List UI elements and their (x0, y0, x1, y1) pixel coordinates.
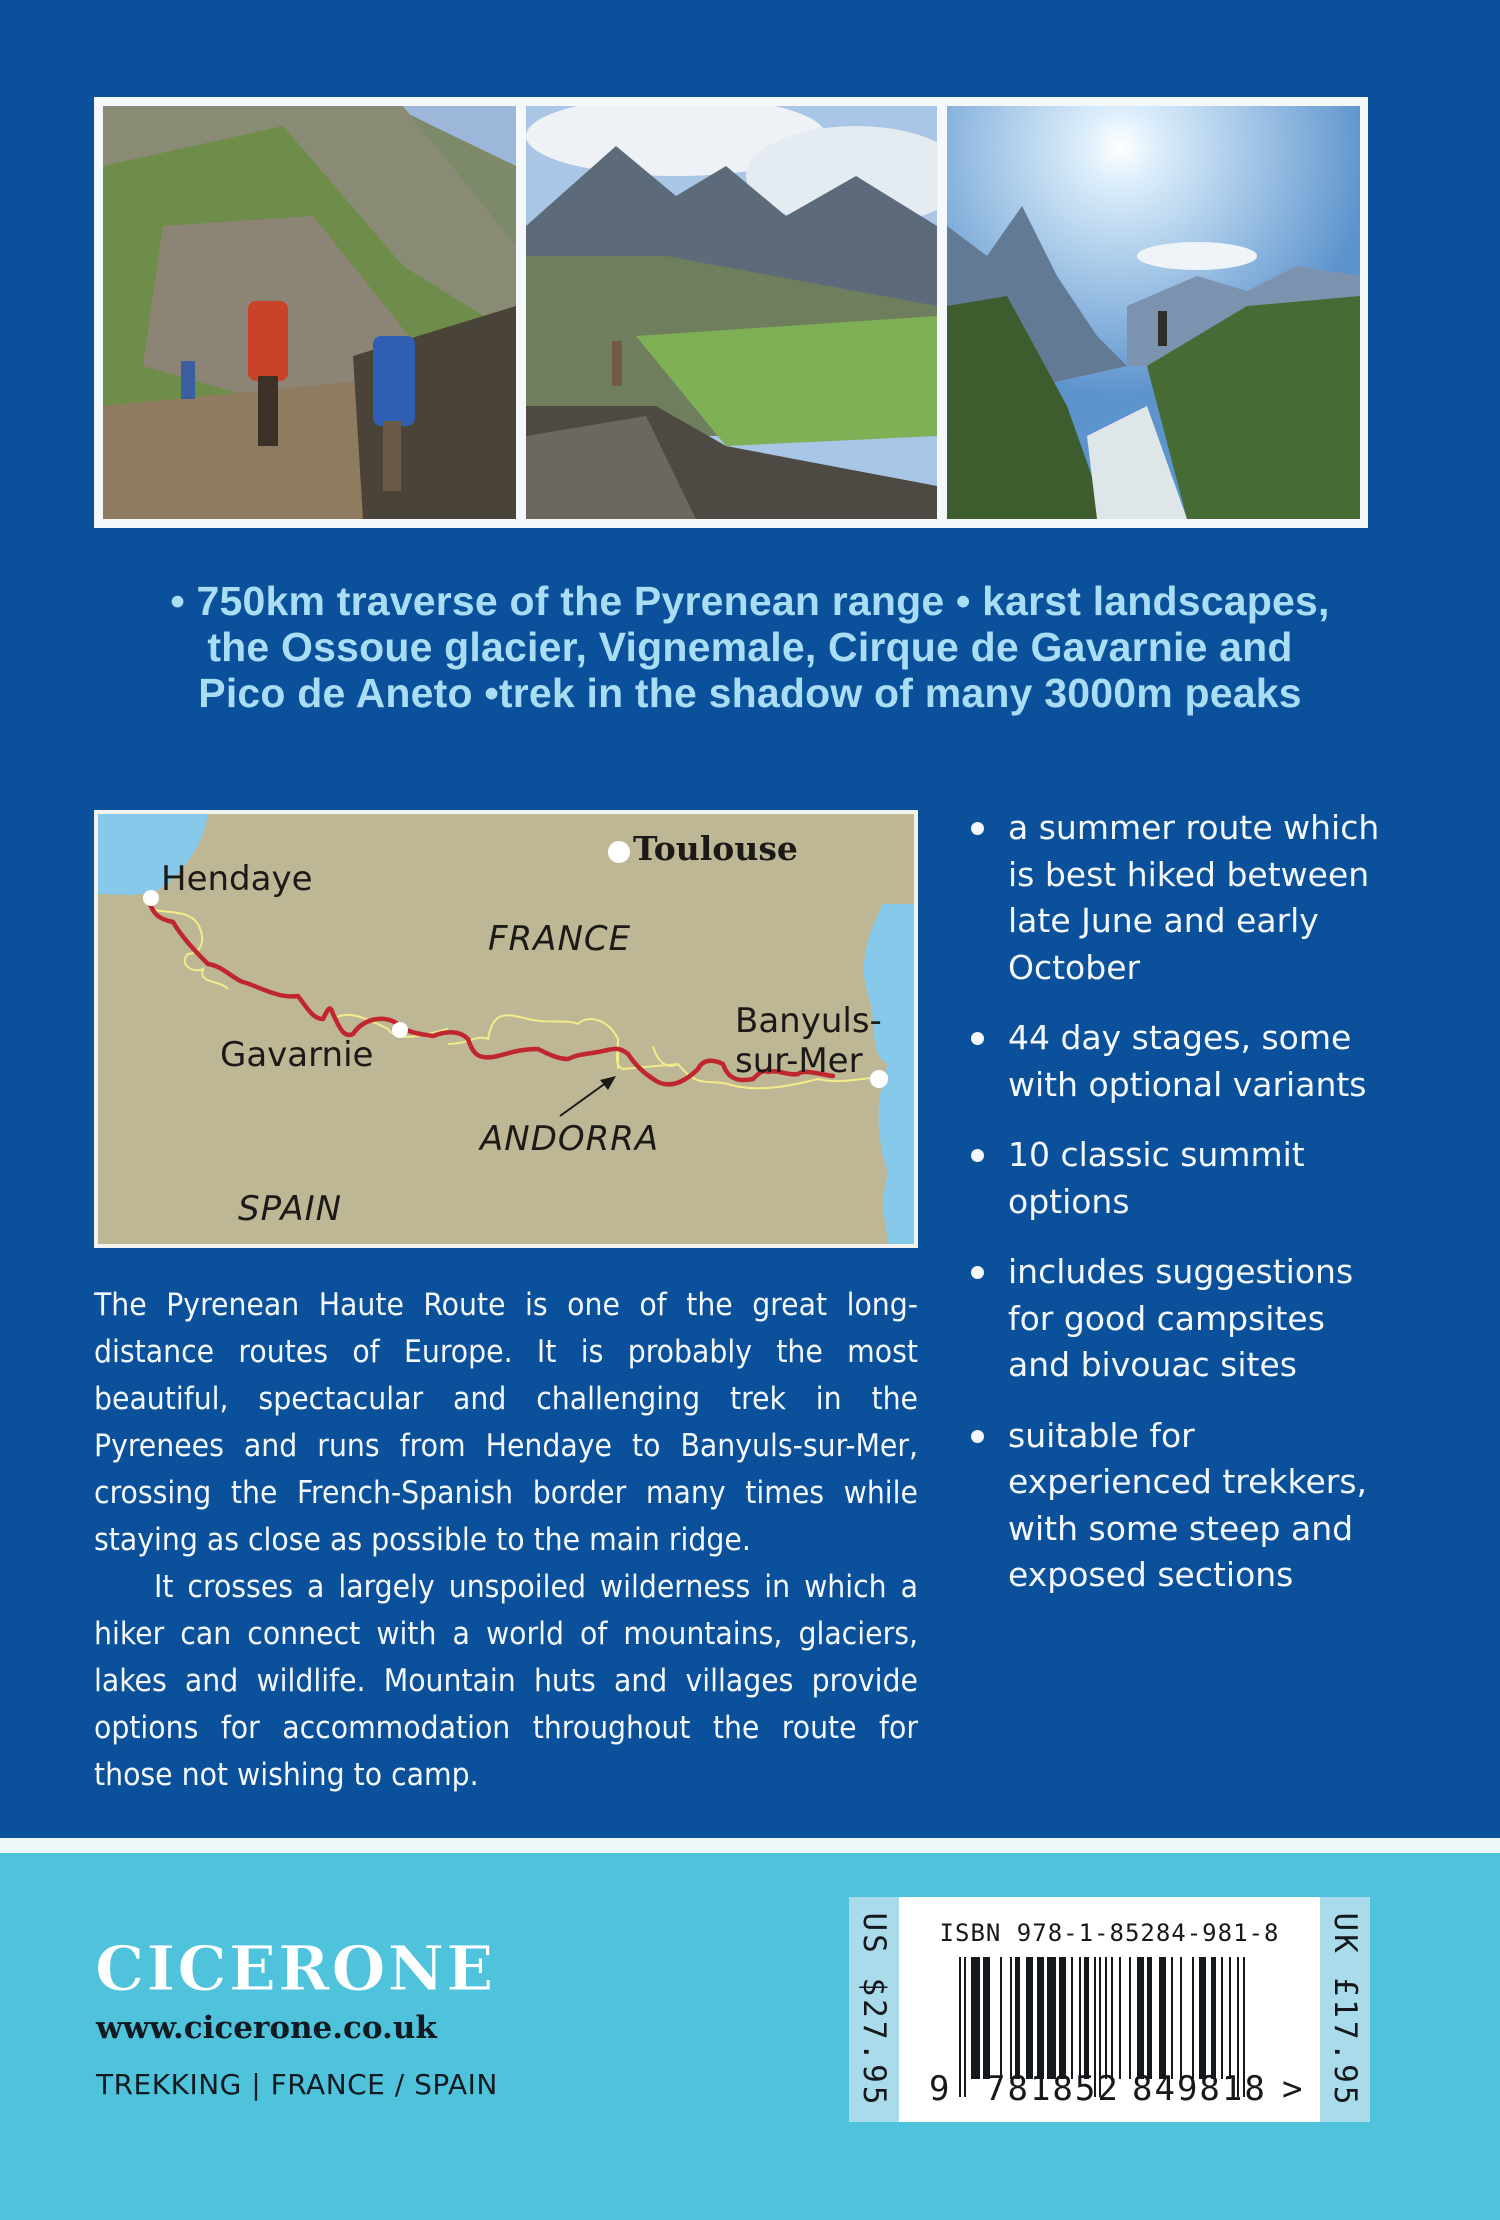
photo-hikers-trail (103, 106, 516, 519)
headline-line: Pico de Aneto •trek in the shadow of many 3000m peaks (198, 670, 1302, 716)
ean-first-digit: 9 (929, 2069, 952, 2109)
headline (70, 578, 1430, 716)
feature-item: 44 day stages, some with optional variants (968, 1015, 1388, 1108)
map-label-sur-mer: sur-Mer (735, 1041, 863, 1081)
description-paragraph: The Pyrenean Haute Route is one of the great long-distance routes of Europe. It is probably the most beautiful, spectacular and challenging trek in the Pyrenees and runs from Hendaye to Banyuls-sur-Mer, crossing the French-Spanish border many times while staying as close as possible to the main ridge. (94, 1287, 918, 1558)
barcode-area (899, 1897, 1320, 2122)
bullet-icon (971, 1032, 984, 1045)
map-label-france: FRANCE (488, 919, 632, 959)
bullet-icon (971, 822, 984, 835)
feature-item: includes suggestions for good campsites and bivouac sites (968, 1249, 1388, 1389)
us-price-panel (849, 1897, 899, 2122)
us-price: US $27.95 (856, 1912, 892, 2107)
ean-left-group: 781852 (985, 2069, 1120, 2109)
map-label-spain: SPAIN (238, 1189, 343, 1229)
headline-line: • 750km traverse of the Pyrenean range • karst landscapes, (170, 578, 1330, 624)
feature-list (968, 805, 1388, 1623)
headline-line: the Ossoue glacier, Vignemale, Cirque de Gavarnie and (207, 624, 1293, 670)
bullet-icon (971, 1430, 984, 1443)
map-label-banyuls: Banyuls- (735, 1001, 882, 1041)
uk-price: UK £17.95 (1327, 1912, 1363, 2107)
photo-valley (526, 106, 937, 519)
uk-price-panel (1320, 1897, 1370, 2122)
map-label-toulouse: Toulouse (633, 829, 798, 868)
photo-stream (947, 106, 1360, 519)
photo-strip (94, 97, 1368, 528)
feature-item: suitable for experienced trekkers, with some steep and exposed sections (968, 1413, 1388, 1599)
map-label-gavarnie: Gavarnie (220, 1035, 374, 1075)
description-paragraph: It crosses a largely unspoiled wilderness in which a hiker can connect with a world of mountains, glaciers, lakes and wildlife. Mountain huts and villages provide options for accommodation throughout the route for those not wishing to camp. (94, 1569, 918, 1793)
route-map (94, 810, 918, 1248)
feature-item: a summer route which is best hiked between late June and early October (968, 805, 1388, 991)
bullet-icon (971, 1266, 984, 1279)
barcode-block (849, 1897, 1370, 2122)
publisher-website: www.cicerone.co.uk (96, 2010, 437, 2046)
description (94, 1282, 918, 1799)
ean-right-group: 849818 (1132, 2069, 1267, 2109)
divider-stripe (0, 1838, 1500, 1853)
map-label-andorra: ANDORRA (480, 1119, 660, 1159)
cicerone-logo: CICERONE (95, 1932, 496, 2005)
bullet-icon (971, 1149, 984, 1162)
feature-item: 10 classic summit options (968, 1132, 1388, 1225)
map-label-hendaye: Hendaye (161, 859, 313, 899)
book-category: TREKKING | FRANCE / SPAIN (96, 2068, 498, 2101)
isbn-text: ISBN 978-1-85284-981-8 (939, 1919, 1280, 1947)
ean-quiet-zone-marker: > (1282, 2069, 1305, 2109)
